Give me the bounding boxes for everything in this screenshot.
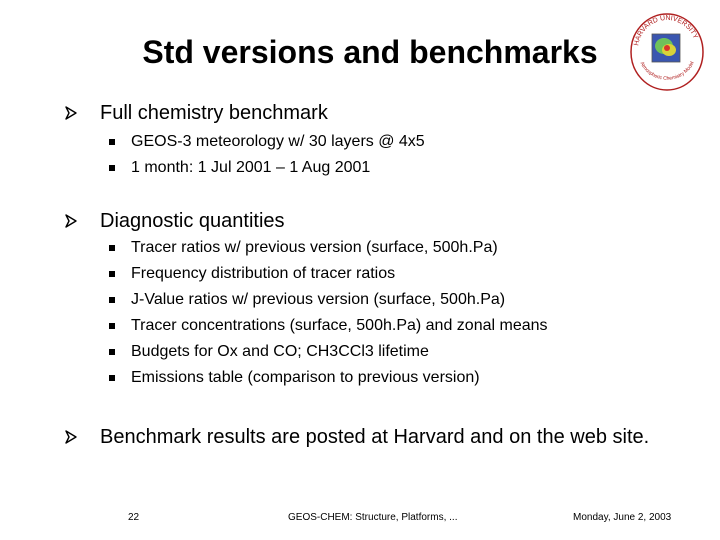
square-bullet-icon [109, 375, 115, 381]
square-bullet-icon [109, 165, 115, 171]
logo-text-top: HARVARD UNIVERSITY [633, 14, 699, 47]
sub-bullet-text: J-Value ratios w/ previous version (surface, 500h.Pa) [131, 291, 506, 308]
footer-date: Monday, June 2, 2003 [573, 512, 672, 523]
sub-bullet-text: Emissions table (comparison to previous version) [131, 369, 480, 386]
bullet-text: Full chemistry benchmark [100, 102, 328, 124]
sub-bullet [108, 287, 548, 313]
arrow-bullet-icon [64, 214, 78, 228]
page-number: 22 [128, 512, 140, 523]
harvard-logo [628, 10, 706, 92]
square-bullet-icon [109, 297, 115, 303]
bullet-level1 [64, 425, 649, 449]
arrow-bullet-icon [64, 430, 78, 444]
sub-bullet-text: Tracer ratios w/ previous version (surface, 500h.Pa) [131, 239, 498, 256]
sub-bullet-text: Tracer concentrations (surface, 500h.Pa) and zonal means [131, 317, 548, 334]
sub-bullet [108, 313, 548, 339]
square-bullet-icon [109, 245, 115, 251]
square-bullet-icon [109, 323, 115, 329]
logo-text-bottom: Atmospheric Chemistry Model [638, 60, 696, 82]
slide-title: Std versions and benchmarks [142, 34, 598, 70]
sub-bullet [108, 339, 548, 365]
sub-bullet-text: 1 month: 1 Jul 2001 – 1 Aug 2001 [131, 159, 371, 176]
square-bullet-icon [109, 271, 115, 277]
section-diagnostic-quantities [64, 209, 548, 391]
sub-bullet-text: Budgets for Ox and CO; CH3CCl3 lifetime [131, 343, 429, 360]
section-benchmark-results [64, 425, 649, 449]
section-full-chemistry [64, 101, 425, 181]
bullet-level1 [64, 101, 381, 125]
arrow-bullet-icon [64, 106, 78, 120]
sub-bullet [108, 235, 548, 261]
footer-center-text: GEOS-CHEM: Structure, Platforms, ... [288, 512, 458, 523]
bullet-text: Benchmark results are posted at Harvard and on the web site. [100, 426, 650, 448]
bullet-level1 [64, 209, 504, 233]
sub-bullet-text: GEOS-3 meteorology w/ 30 layers @ 4x5 [131, 133, 425, 150]
square-bullet-icon [109, 139, 115, 145]
sub-bullet [108, 129, 425, 155]
square-bullet-icon [109, 349, 115, 355]
sub-bullet [108, 365, 548, 391]
bullet-text: Diagnostic quantities [100, 210, 285, 232]
sub-bullet [108, 155, 425, 181]
sub-bullet-text: Frequency distribution of tracer ratios [131, 265, 396, 282]
sub-bullet [108, 261, 548, 287]
